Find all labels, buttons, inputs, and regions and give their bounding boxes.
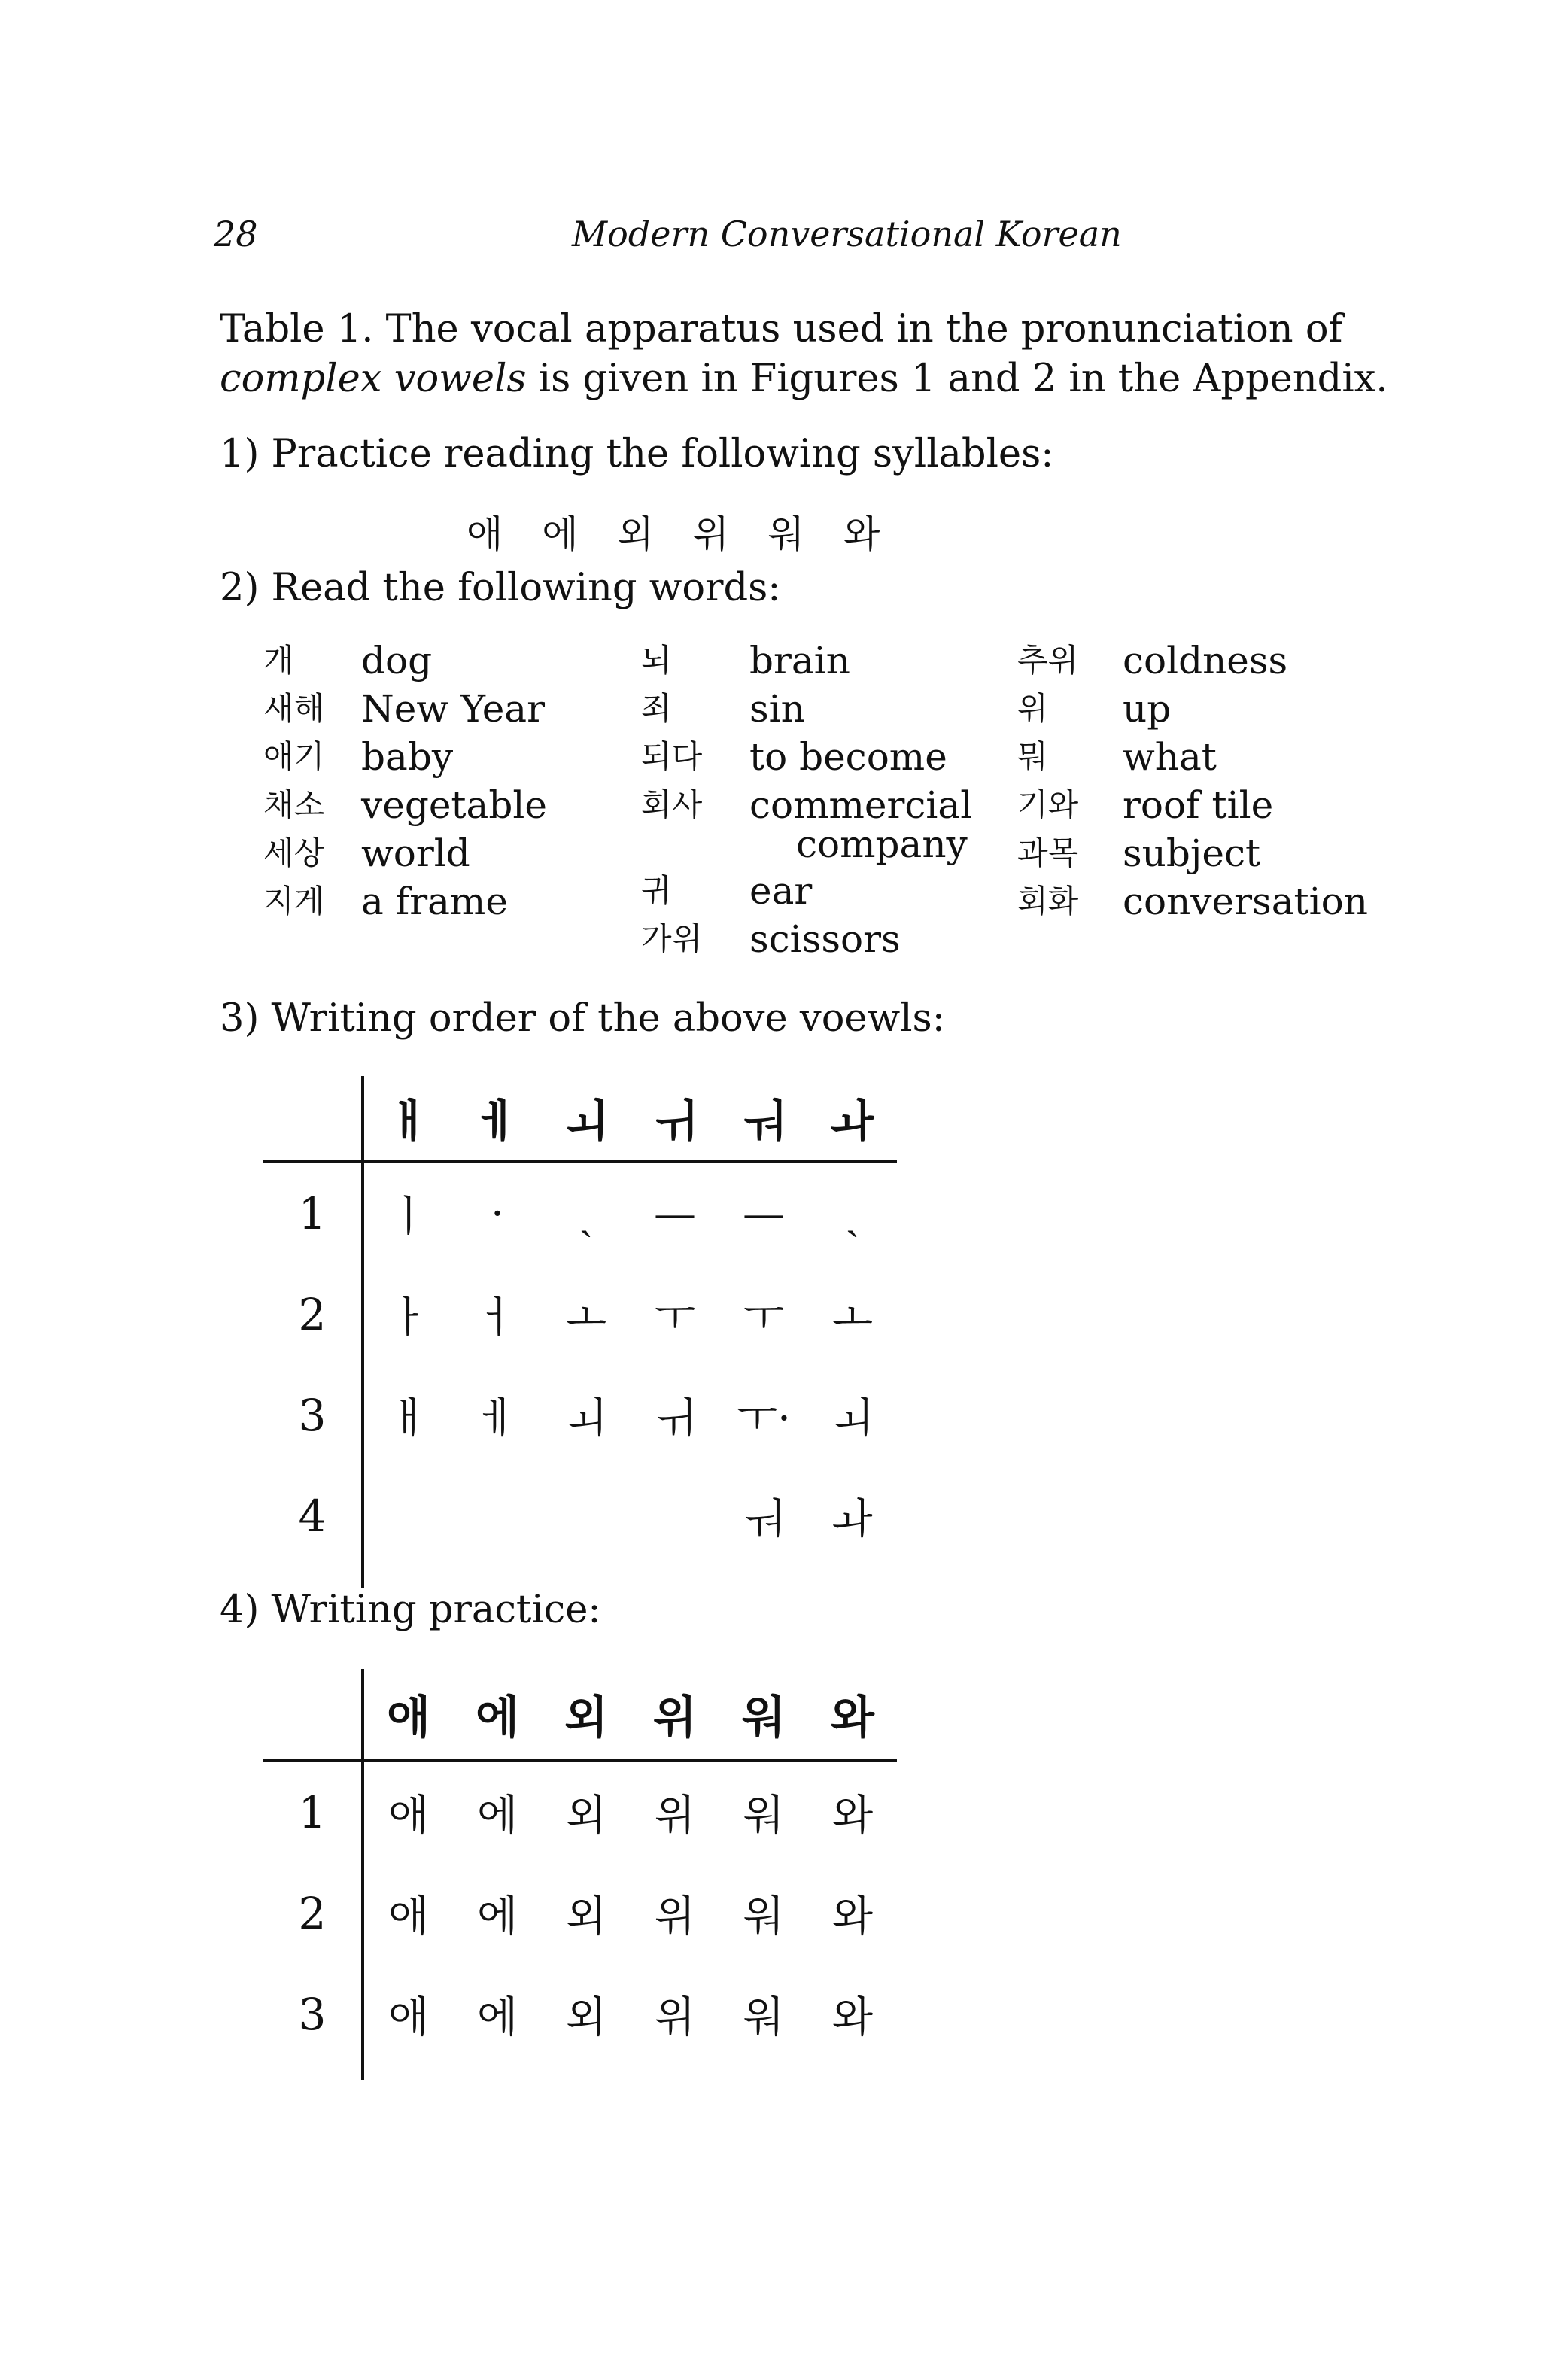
intro-paragraph bbox=[220, 305, 1394, 404]
vocab-col-3-korean bbox=[1017, 637, 1078, 926]
row-number: 1 bbox=[263, 1761, 363, 1863]
stroke-cell: ㅗ bbox=[831, 1293, 874, 1342]
stroke-cell: — bbox=[743, 1189, 785, 1239]
table-row bbox=[263, 1466, 897, 1567]
stroke-cell: ㅜ bbox=[654, 1293, 696, 1342]
table-corner bbox=[263, 1669, 363, 1761]
practice-cell: 와 bbox=[831, 1993, 874, 2042]
stroke-cell: ㅗ bbox=[565, 1293, 607, 1342]
practice-cell: 에 bbox=[476, 1792, 518, 1840]
vocab-korean: 추위 bbox=[1017, 642, 1079, 679]
vocab-english: up bbox=[1123, 687, 1172, 731]
table-spacer-row bbox=[263, 1567, 897, 1588]
stroke-cell: ˎ bbox=[579, 1189, 594, 1239]
table-row bbox=[263, 1264, 897, 1365]
vocab-col-3-english bbox=[1123, 637, 1368, 926]
vowel-header: ㅝ bbox=[719, 1076, 808, 1162]
vocab-english: dog bbox=[361, 639, 433, 682]
section-4-label: 4) Writing practice: bbox=[220, 1588, 601, 1632]
vocab-english: ear bbox=[749, 869, 813, 913]
vocab-col-1-korean bbox=[263, 637, 324, 926]
intro-emphasis: complex vowels bbox=[220, 357, 527, 401]
table-spacer-row bbox=[263, 2065, 897, 2080]
practice-cell: 워 bbox=[743, 1892, 785, 1941]
syllable-header: 워 bbox=[719, 1669, 808, 1761]
table-spacer bbox=[363, 1567, 897, 1588]
syllable-header: 와 bbox=[808, 1669, 897, 1761]
vocab-english: scissors bbox=[749, 917, 901, 961]
vocab-english: company bbox=[796, 822, 968, 866]
practice-cell: 에 bbox=[476, 1892, 518, 1941]
stroke-cell: ㅜ bbox=[743, 1293, 785, 1342]
vocab-english: coldness bbox=[1123, 639, 1288, 682]
vocab-korean bbox=[641, 829, 702, 867]
vocab-col-1-english bbox=[361, 637, 547, 926]
row-number: 3 bbox=[263, 1964, 363, 2065]
stroke-cell: ㅟ bbox=[654, 1394, 696, 1443]
vocab-english: world bbox=[361, 831, 470, 875]
table-row bbox=[263, 1365, 897, 1466]
practice-cell: 외 bbox=[565, 1792, 607, 1840]
practice-cell: 위 bbox=[654, 1993, 696, 2042]
vocab-english: subject bbox=[1123, 831, 1261, 875]
vocab-korean: 뇌 bbox=[641, 642, 672, 679]
vocab-col-2-korean bbox=[641, 637, 702, 963]
vowel-header: ㅐ bbox=[363, 1076, 453, 1162]
vowel-header: ㅚ bbox=[542, 1076, 631, 1162]
vocab-korean: 과목 bbox=[1017, 834, 1079, 871]
row-number: 1 bbox=[263, 1162, 363, 1264]
vocab-english: commercial bbox=[749, 783, 973, 827]
stroke-cell: ㅚ bbox=[565, 1394, 607, 1443]
vowel-header: ㅔ bbox=[453, 1076, 542, 1162]
section-1-label: 1) Practice reading the following syllables: bbox=[220, 432, 1054, 476]
practice-cell: 에 bbox=[476, 1993, 518, 2042]
vowel-header: ㅘ bbox=[808, 1076, 897, 1162]
stroke-cell: ˎ bbox=[845, 1189, 860, 1239]
stroke-cell: ㅝ bbox=[743, 1495, 785, 1544]
row-number: 3 bbox=[263, 1365, 363, 1466]
vocab-english: to become bbox=[749, 735, 947, 779]
practice-cell: 워 bbox=[743, 1792, 785, 1840]
table-row bbox=[263, 1761, 897, 1863]
practice-cell: 위 bbox=[654, 1892, 696, 1941]
vocab-korean: 새해 bbox=[263, 690, 325, 727]
practice-cell: 애 bbox=[388, 1792, 430, 1840]
row-number: 2 bbox=[263, 1264, 363, 1365]
vocab-korean: 세상 bbox=[263, 834, 325, 871]
vocab-korean: 지게 bbox=[263, 883, 325, 919]
vocab-english: sin bbox=[749, 687, 805, 731]
stroke-cell: ㅚ bbox=[831, 1394, 874, 1443]
row-number: 2 bbox=[263, 1863, 363, 1964]
table-header-row bbox=[263, 1076, 897, 1162]
table-header-row bbox=[263, 1669, 897, 1761]
practice-cell: 애 bbox=[388, 1892, 430, 1941]
syllable-header: 애 bbox=[363, 1669, 453, 1761]
vocab-korean: 채소 bbox=[263, 786, 325, 823]
running-title: Modern Conversational Korean bbox=[572, 214, 1122, 254]
vocab-english: brain bbox=[749, 639, 850, 682]
practice-cell: 위 bbox=[654, 1792, 696, 1840]
syllable-header: 에 bbox=[453, 1669, 542, 1761]
table-spacer bbox=[363, 2065, 897, 2080]
table-row bbox=[263, 1162, 897, 1264]
stroke-cell: ㅘ bbox=[831, 1495, 874, 1544]
section-3-label: 3) Writing order of the above voewls: bbox=[220, 996, 945, 1041]
stroke-cell: ㅣ bbox=[388, 1193, 430, 1242]
vocab-korean: 회사 bbox=[641, 786, 703, 823]
practice-cell: 워 bbox=[743, 1993, 785, 2042]
vowel-header: ㅟ bbox=[631, 1076, 719, 1162]
vocab-korean: 개 bbox=[263, 642, 294, 679]
syllable-header: 외 bbox=[542, 1669, 631, 1761]
syllable-row: 애 에 외 위 워 와 bbox=[467, 512, 880, 556]
stroke-cell: ㅏ bbox=[388, 1293, 430, 1342]
stroke-cell: ㅐ bbox=[388, 1394, 430, 1443]
intro-text-1: Table 1. The vocal apparatus used in the pronunciation of bbox=[220, 307, 1343, 351]
vocab-korean: 죄 bbox=[641, 690, 672, 727]
row-number: 4 bbox=[263, 1466, 363, 1567]
vocab-english: conversation bbox=[1123, 880, 1368, 923]
vocab-korean: 뭐 bbox=[1017, 738, 1048, 775]
vocab-korean: 되다 bbox=[641, 738, 703, 775]
stroke-cell: · bbox=[491, 1189, 504, 1239]
practice-cell: 애 bbox=[388, 1993, 430, 2042]
vocab-korean: 가위 bbox=[641, 920, 703, 957]
practice-cell: 와 bbox=[831, 1792, 874, 1840]
stroke-cell bbox=[542, 1466, 631, 1567]
practice-cell: 와 bbox=[831, 1892, 874, 1941]
stroke-cell bbox=[363, 1466, 453, 1567]
vocab-korean: 회화 bbox=[1017, 883, 1079, 919]
writing-practice-table bbox=[263, 1669, 897, 2080]
table-row bbox=[263, 1964, 897, 2065]
syllable-header: 위 bbox=[631, 1669, 719, 1761]
vocab-korean: 기와 bbox=[1017, 786, 1079, 823]
vocab-english: baby bbox=[361, 735, 454, 779]
vocab-english: vegetable bbox=[361, 783, 547, 827]
practice-cell: 외 bbox=[565, 1993, 607, 2042]
practice-cell: 외 bbox=[565, 1892, 607, 1941]
vocab-col-2-english bbox=[749, 637, 972, 963]
table-row bbox=[263, 1863, 897, 1964]
stroke-cell: ㅔ bbox=[476, 1394, 518, 1443]
vocab-english: roof tile bbox=[1123, 783, 1274, 827]
stroke-cell: ㅓ bbox=[476, 1293, 518, 1342]
table-corner bbox=[263, 1076, 363, 1162]
vocab-english: a frame bbox=[361, 880, 508, 923]
vocab-korean: 귀 bbox=[641, 872, 672, 909]
stroke-cell: — bbox=[654, 1189, 696, 1239]
vocab-english: New Year bbox=[361, 687, 545, 731]
vocab-korean: 위 bbox=[1017, 690, 1048, 727]
stroke-cell bbox=[631, 1466, 719, 1567]
vocab-korean: 애기 bbox=[263, 738, 325, 775]
page-number: 28 bbox=[214, 214, 258, 254]
intro-text-2: is given in Figures 1 and 2 in the Appendix. bbox=[526, 357, 1388, 401]
stroke-cell: ㅜ· bbox=[737, 1394, 791, 1443]
stroke-cell bbox=[453, 1466, 542, 1567]
section-2-label: 2) Read the following words: bbox=[220, 566, 781, 610]
table-spacer bbox=[263, 2065, 363, 2080]
table-spacer bbox=[263, 1567, 363, 1588]
vocab-english: what bbox=[1123, 735, 1217, 779]
stroke-order-table bbox=[263, 1076, 897, 1588]
